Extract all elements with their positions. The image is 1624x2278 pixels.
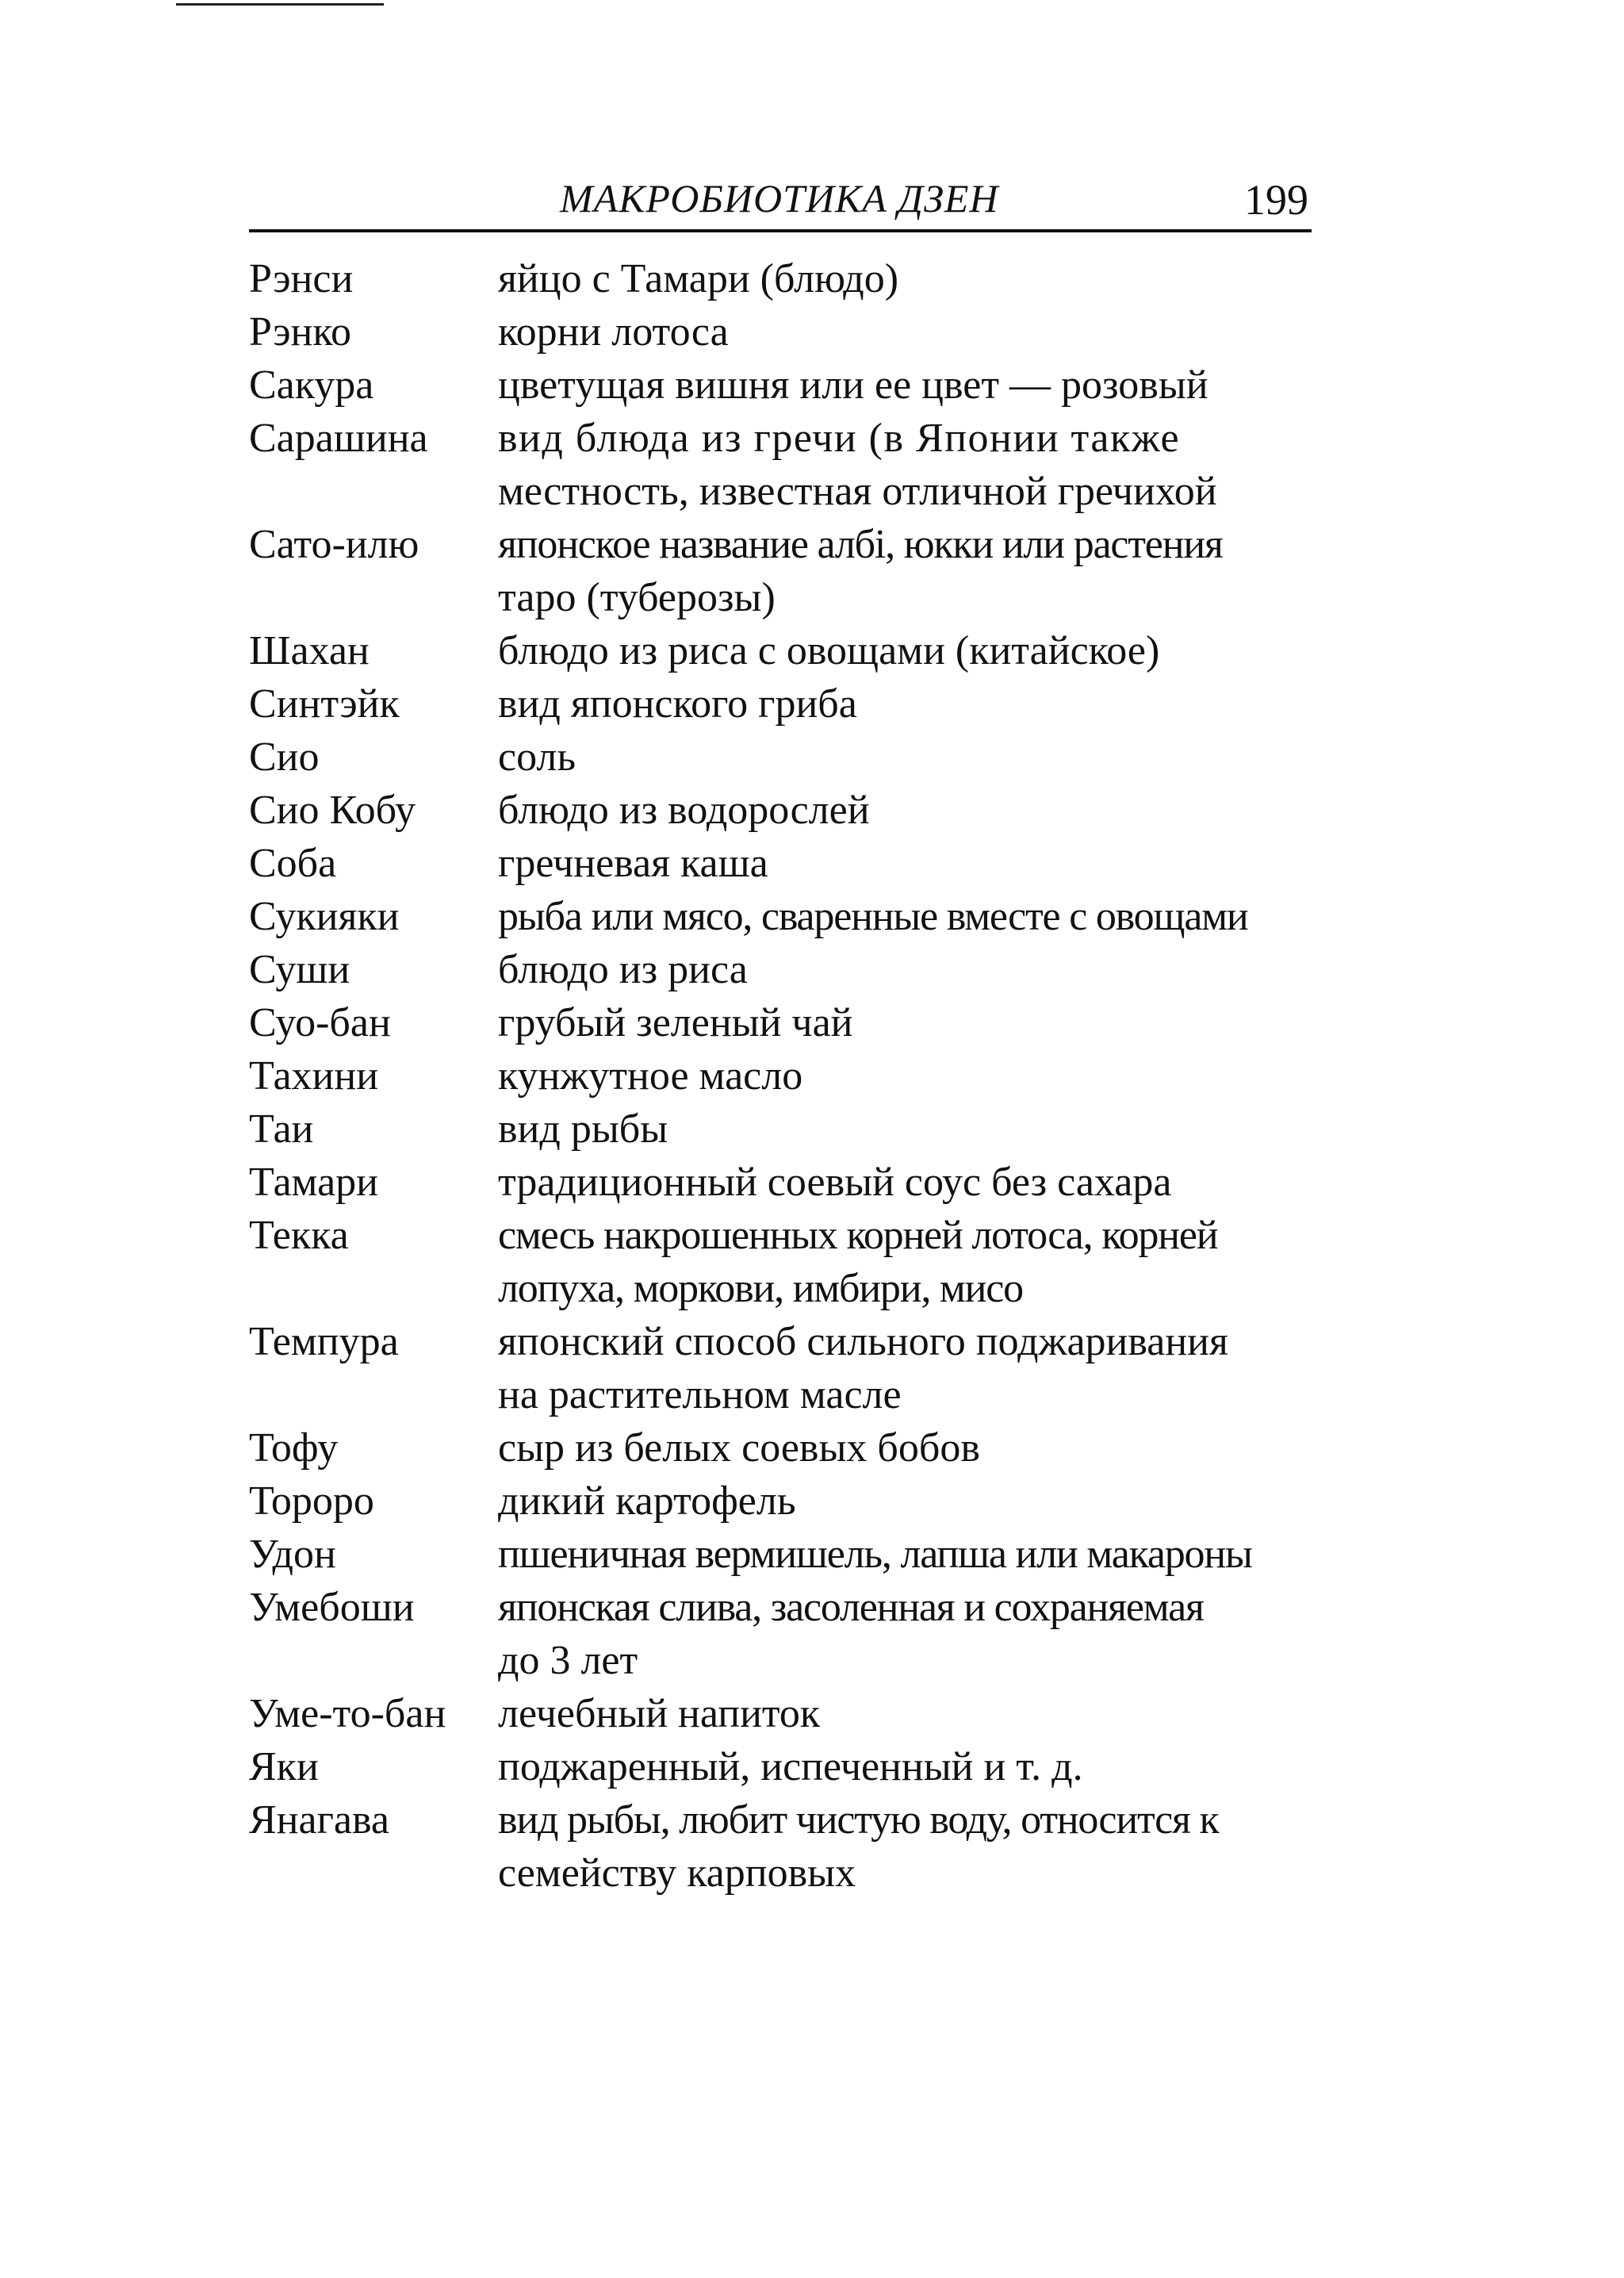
glossary-definition	[498, 1475, 1318, 1528]
glossary-term: Темпура	[249, 1319, 399, 1364]
definition-line: смесь накрошенных корней лотоса, корней	[498, 1213, 1218, 1258]
definition-line: блюдо из риса с овощами (китайское)	[498, 628, 1160, 673]
definition-line: вид блюда из гречи (в Японии также	[498, 416, 1181, 461]
glossary-definition	[498, 1793, 1318, 1900]
glossary-definition	[498, 837, 1318, 890]
glossary-entry	[249, 1315, 1318, 1421]
top-rule-mark	[176, 3, 384, 6]
glossary-entry	[249, 1156, 1318, 1209]
glossary-definition	[498, 412, 1318, 518]
glossary-entry	[249, 359, 1318, 412]
glossary-definition	[498, 1687, 1318, 1740]
definition-line: местность, известная отличной гречихой	[498, 469, 1217, 514]
glossary-term: Суо-бан	[249, 1000, 391, 1045]
glossary-entry	[249, 837, 1318, 890]
definition-line: пшеничная вермишель, лапша или макароны	[498, 1532, 1252, 1577]
glossary-definition	[498, 518, 1318, 624]
definition-line: соль	[498, 734, 576, 780]
glossary-term: Удон	[249, 1532, 336, 1577]
glossary-term: Яки	[249, 1744, 319, 1789]
glossary-entry	[249, 1209, 1318, 1315]
glossary-term: Сио	[249, 734, 320, 780]
glossary-term: Тофу	[249, 1425, 339, 1471]
definition-line: корни лотоса	[498, 309, 729, 355]
glossary-definition	[498, 943, 1318, 996]
definition-line: вид рыбы, любит чистую воду, относится к	[498, 1797, 1219, 1843]
glossary-term: Текка	[249, 1213, 349, 1258]
glossary-term: Синтэйк	[249, 681, 400, 727]
glossary-definition	[498, 1209, 1318, 1315]
glossary-term: Рэнко	[249, 309, 351, 355]
definition-line: японская слива, засоленная и сохраняемая	[498, 1585, 1204, 1630]
glossary-entry	[249, 624, 1318, 677]
glossary-entry	[249, 1049, 1318, 1103]
definition-line: семейству карповых	[498, 1850, 856, 1896]
glossary-term: Сарашина	[249, 416, 428, 461]
definition-line: гречневая каша	[498, 841, 768, 886]
glossary-entry	[249, 1103, 1318, 1156]
glossary-definition	[498, 890, 1318, 943]
glossary-term: Рэнси	[249, 256, 354, 301]
glossary-list	[249, 252, 1318, 1900]
glossary-term: Суши	[249, 947, 350, 992]
glossary-definition	[498, 1740, 1318, 1793]
glossary-definition	[498, 1528, 1318, 1581]
definition-line: до 3 лет	[498, 1638, 638, 1683]
definition-line: поджаренный, испеченный и т. д.	[498, 1744, 1083, 1789]
definition-line: грубый зеленый чай	[498, 1000, 853, 1045]
glossary-definition	[498, 1581, 1318, 1687]
definition-line: рыба или мясо, сваренные вместе с овощами	[498, 894, 1248, 939]
glossary-definition	[498, 624, 1318, 677]
glossary-definition	[498, 1049, 1318, 1103]
glossary-entry	[249, 1528, 1318, 1581]
definition-line: вид японского гриба	[498, 681, 857, 727]
glossary-definition	[498, 784, 1318, 837]
glossary-term: Умебоши	[249, 1585, 415, 1630]
glossary-definition	[498, 359, 1318, 412]
glossary-definition	[498, 1156, 1318, 1209]
glossary-entry	[249, 1793, 1318, 1900]
definition-line: таро (туберозы)	[498, 575, 776, 620]
glossary-entry	[249, 784, 1318, 837]
glossary-entry	[249, 943, 1318, 996]
glossary-term: Янагава	[249, 1797, 389, 1843]
definition-line: сыр из белых соевых бобов	[498, 1425, 980, 1471]
glossary-term: Тамари	[249, 1160, 379, 1205]
glossary-term: Тахини	[249, 1053, 379, 1099]
glossary-entry	[249, 1687, 1318, 1740]
glossary-entry	[249, 890, 1318, 943]
definition-line: лечебный напиток	[498, 1691, 821, 1736]
definition-line: кунжутное масло	[498, 1053, 803, 1099]
definition-line: блюдо из риса	[498, 947, 748, 992]
glossary-definition	[498, 677, 1318, 731]
definition-line: японский способ сильного поджаривания	[498, 1319, 1228, 1364]
glossary-definition	[498, 252, 1318, 305]
glossary-term: Сукияки	[249, 894, 400, 939]
definition-line: блюдо из водорослей	[498, 788, 870, 833]
glossary-definition	[498, 996, 1318, 1049]
glossary-term: Сио Кобу	[249, 788, 416, 833]
glossary-entry	[249, 677, 1318, 731]
glossary-entry	[249, 305, 1318, 359]
definition-line: вид рыбы	[498, 1106, 668, 1152]
running-header-title: МАКРОБИОТИКА ДЗЕН	[560, 176, 999, 221]
glossary-entry	[249, 252, 1318, 305]
definition-line: дикий картофель	[498, 1478, 796, 1524]
definition-line: японское название албi, юкки или растения	[498, 522, 1223, 567]
glossary-entry	[249, 1581, 1318, 1687]
glossary-entry	[249, 731, 1318, 784]
definition-line: на растительном масле	[498, 1372, 902, 1417]
glossary-entry	[249, 1740, 1318, 1793]
glossary-entry	[249, 412, 1318, 518]
glossary-term: Тороро	[249, 1478, 374, 1524]
glossary-term: Шахан	[249, 628, 370, 673]
running-header	[249, 163, 1312, 232]
definition-line: яйцо с Тамари (блюдо)	[498, 256, 899, 301]
glossary-definition	[498, 305, 1318, 359]
glossary-definition	[498, 1421, 1318, 1475]
glossary-entry	[249, 996, 1318, 1049]
definition-line: цветущая вишня или ее цвет — розовый	[498, 362, 1208, 408]
glossary-entry	[249, 1421, 1318, 1475]
glossary-term: Таи	[249, 1106, 314, 1152]
glossary-term: Сато-илю	[249, 522, 419, 567]
glossary-definition	[498, 1315, 1318, 1421]
glossary-definition	[498, 731, 1318, 784]
page-number: 199	[1244, 176, 1308, 224]
glossary-term: Соба	[249, 841, 337, 886]
glossary-definition	[498, 1103, 1318, 1156]
glossary-term: Уме-то-бан	[249, 1691, 446, 1736]
definition-line: лопуха, моркови, имбири, мисо	[498, 1266, 1023, 1311]
glossary-entry	[249, 518, 1318, 624]
definition-line: традиционный соевый соус без сахара	[498, 1160, 1172, 1205]
glossary-term: Сакура	[249, 362, 374, 408]
glossary-entry	[249, 1475, 1318, 1528]
